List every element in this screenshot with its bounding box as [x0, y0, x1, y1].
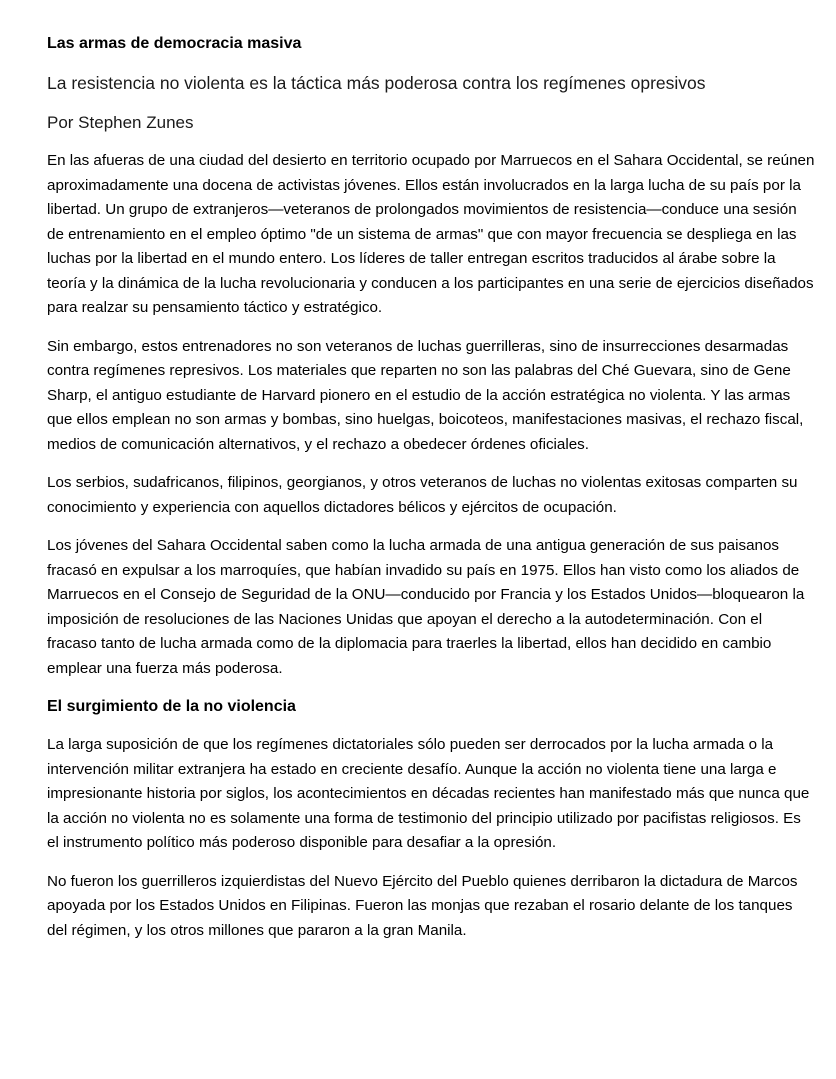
paragraph-1: En las afueras de una ciudad del desierto en territorio ocupado por Marruecos en el Sahara Occidental, se reúnen aproximadamente una docena de activistas jóvenes. Ellos están involucrados en la larga lucha de su país por la libertad. Un grupo de extranjeros—veteranos de prolongados movimientos de resistencia—conduce una sesión de entrenamiento en el empleo óptimo "de un sistema de armas" que con mayor frecuencia se despliega en las luchas por la libertad en el mundo entero. Los líderes de taller entregan escritos traducidos al árabe sobre la teoría y la dinámica de la lucha revolucionaria y conducen a los participantes en una serie de ejercicios diseñados para realzar su pensamiento táctico y estratégico.: [47, 152, 815, 316]
section-paragraph-2: No fueron los guerrilleros izquierdistas del Nuevo Ejército del Pueblo quienes derribaron la dictadura de Marcos apoyada por los Estados Unidos en Filipinas. Fueron las monjas que rezaban el rosario delante de los tanques del régimen, y los otros millones que pararon a la gran Manila.: [47, 872, 798, 939]
paragraph-3: Los serbios, sudafricanos, filipinos, georgianos, y otros veteranos de luchas no violentas exitosas comparten su conocimiento y experiencia con aquellos dictadores bélicos y ejércitos de ocupación.: [47, 474, 798, 516]
article-title: Las armas de democracia masiva: [47, 35, 302, 52]
section-heading: El surgimiento de la no violencia: [47, 698, 296, 715]
article-subtitle: La resistencia no violenta es la táctica más poderosa contra los regímenes opresivos: [47, 73, 706, 93]
section-paragraph-1: La larga suposición de que los regímenes dictatoriales sólo pueden ser derrocados por la lucha armada o la intervención militar extranjera ha estado en creciente desafío. Aunque la acción no violenta tiene una larga e impresionante historia por siglos, los acontecimientos en décadas recientes han manifestado más que nunca que la acción no violenta no es solamente una forma de testimonio del principio utilizado por pacifistas religiosos. Es el instrumento político más poderoso disponible para desafiar a la opresión.: [47, 736, 810, 851]
paragraph-2: Sin embargo, estos entrenadores no son veteranos de luchas guerrilleras, sino de insurrecciones desarmadas contra regímenes represivos. Los materiales que reparten no son las palabras del Ché Guevara, sino de Gene Sharp, el antiguo estudiante de Harvard pionero en el estudio de la acción estratégica no violenta. Y las armas que ellos emplean no son armas y bombas, sino huelgas, boicoteos, manifestaciones masivas, el rechazo fiscal, medios de comunicación alternativos, y el rechazo a obedecer órdenes oficiales.: [47, 337, 804, 453]
paragraph-4: Los jóvenes del Sahara Occidental saben como la lucha armada de una antigua generación de sus paisanos fracasó en expulsar a los marroquíes, que habían invadido su país en 1975. Ellos han visto como los aliados de Marruecos en el Consejo de Seguridad de la ONU—conducido por Francia y los Estados Unidos—bloquearon la imposición de resoluciones de las Naciones Unidas que apoyan el derecho a la autodeterminación. Con el fracaso tanto de lucha armada como de la diplomacia para traerles la libertad, ellos han decidido en cambio emplear una fuerza más poderosa.: [47, 537, 805, 677]
author-byline: Por Stephen Zunes: [47, 113, 194, 132]
